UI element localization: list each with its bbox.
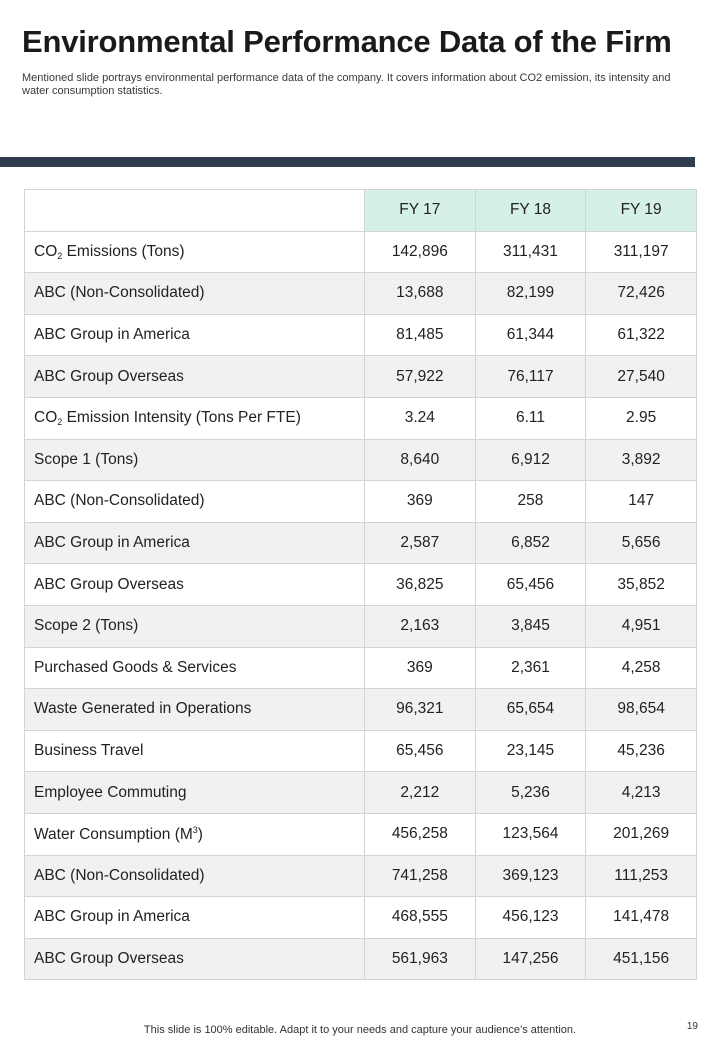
environmental-data-table (24, 189, 697, 980)
row-label-suffix: Emission Intensity (Tons Per FTE) (62, 409, 301, 427)
table-cell-value: 2,587 (365, 522, 476, 564)
row-label-text: CO (34, 242, 58, 260)
table-cell-value: 96,321 (365, 689, 476, 731)
table-row (25, 605, 697, 647)
table-row (25, 772, 697, 814)
table-cell-value: 258 (475, 481, 586, 523)
table-row (25, 481, 697, 523)
row-label-text: ABC (Non-Consolidated) (34, 866, 205, 884)
row-label-text: Employee Commuting (34, 783, 187, 801)
table-cell-value: 57,922 (365, 356, 476, 398)
table-cell-value: 81,485 (365, 314, 476, 356)
table-cell-value: 456,123 (475, 897, 586, 939)
table-row (25, 855, 697, 897)
row-label-text: ABC Group Overseas (34, 367, 184, 385)
row-label-text: Waste Generated in Operations (34, 700, 252, 718)
table-row (25, 397, 697, 439)
footer-note: This slide is 100% editable. Adapt it to your needs and capture your audience’s attention. (143, 1024, 577, 1036)
table-row (25, 647, 697, 689)
page-subtitle: Mentioned slide portrays environmental performance data of the company. It covers information about CO2 emission, its intensity and water consumption statistics. (22, 72, 671, 97)
table-cell-value: 65,456 (475, 564, 586, 606)
row-label-text: Business Travel (34, 742, 144, 760)
table-cell-value: 13,688 (365, 273, 476, 315)
table-cell-value: 76,117 (475, 356, 586, 398)
table-cell-value: 311,197 (586, 231, 697, 273)
page-title: Environmental Performance Data of the Firm (22, 24, 672, 59)
row-label-text: ABC Group Overseas (34, 949, 184, 967)
row-label-text: CO (34, 409, 58, 427)
row-label-text: ABC Group in America (34, 908, 190, 926)
table-cell-value: 561,963 (365, 938, 476, 980)
table-cell-value: 456,258 (365, 813, 476, 855)
table-row (25, 231, 697, 273)
table-row (25, 273, 697, 315)
table-cell-value: 6.11 (475, 397, 586, 439)
column-header-fy18: FY 18 (475, 190, 586, 232)
row-label-text: ABC Group in America (34, 326, 190, 344)
table-cell-value: 201,269 (586, 813, 697, 855)
table-cell-value: 3,845 (475, 605, 586, 647)
row-label (25, 689, 365, 731)
table-cell-value: 98,654 (586, 689, 697, 731)
row-label (25, 439, 365, 481)
row-label (25, 397, 365, 439)
row-label-text: ABC (Non-Consolidated) (34, 284, 205, 302)
table-cell-value: 5,236 (475, 772, 586, 814)
table-cell-value: 123,564 (475, 813, 586, 855)
table-cell-value: 61,344 (475, 314, 586, 356)
table-cell-value: 4,951 (586, 605, 697, 647)
table-corner-cell (25, 190, 365, 232)
table-cell-value: 61,322 (586, 314, 697, 356)
table-cell-value: 2,361 (475, 647, 586, 689)
table-cell-value: 147,256 (475, 938, 586, 980)
table-cell-value: 72,426 (586, 273, 697, 315)
table-cell-value: 4,258 (586, 647, 697, 689)
table-cell-value: 4,213 (586, 772, 697, 814)
row-label-text: ABC Group in America (34, 534, 190, 552)
row-label-text: ABC Group Overseas (34, 575, 184, 593)
row-label-text: Scope 1 (Tons) (34, 450, 139, 468)
table-cell-value: 2,163 (365, 605, 476, 647)
row-label (25, 231, 365, 273)
column-header-fy17: FY 17 (365, 190, 476, 232)
row-label (25, 564, 365, 606)
row-label-superscript: 3 (192, 824, 198, 835)
row-label (25, 813, 365, 855)
table-cell-value: 27,540 (586, 356, 697, 398)
row-label-subscript: 2 (57, 417, 63, 428)
table-cell-value: 451,156 (586, 938, 697, 980)
table-cell-value: 468,555 (365, 897, 476, 939)
table-cell-value: 3.24 (365, 397, 476, 439)
row-label (25, 356, 365, 398)
table-cell-value: 147 (586, 481, 697, 523)
table-cell-value: 65,654 (475, 689, 586, 731)
table-cell-value: 5,656 (586, 522, 697, 564)
table-cell-value: 8,640 (365, 439, 476, 481)
column-header-fy19: FY 19 (586, 190, 697, 232)
table-cell-value: 369,123 (475, 855, 586, 897)
table-row (25, 439, 697, 481)
table-cell-value: 35,852 (586, 564, 697, 606)
row-label (25, 647, 365, 689)
row-label-text: Scope 2 (Tons) (34, 617, 139, 635)
table-cell-value: 111,253 (586, 855, 697, 897)
table-cell-value: 141,478 (586, 897, 697, 939)
table-row (25, 522, 697, 564)
row-label (25, 273, 365, 315)
row-label (25, 605, 365, 647)
table-cell-value: 369 (365, 647, 476, 689)
row-label (25, 855, 365, 897)
row-label-suffix: ) (197, 825, 203, 843)
table-cell-value: 369 (365, 481, 476, 523)
row-label (25, 481, 365, 523)
table-cell-value: 82,199 (475, 273, 586, 315)
table-row (25, 730, 697, 772)
table-cell-value: 3,892 (586, 439, 697, 481)
table-cell-value: 23,145 (475, 730, 586, 772)
row-label-text: Water Consumption (M (34, 825, 193, 843)
table-cell-value: 65,456 (365, 730, 476, 772)
row-label (25, 772, 365, 814)
table-row (25, 564, 697, 606)
table-row (25, 314, 697, 356)
row-label-text: ABC (Non-Consolidated) (34, 492, 205, 510)
table-cell-value: 2,212 (365, 772, 476, 814)
table-row (25, 938, 697, 980)
row-label (25, 314, 365, 356)
row-label (25, 522, 365, 564)
table-cell-value: 6,912 (475, 439, 586, 481)
table-row (25, 813, 697, 855)
page-number: 19 (686, 1021, 698, 1032)
table-cell-value: 45,236 (586, 730, 697, 772)
header-divider-band (0, 157, 695, 167)
row-label-suffix: Emissions (Tons) (62, 242, 185, 260)
row-label (25, 730, 365, 772)
table-cell-value: 2.95 (586, 397, 697, 439)
row-label (25, 897, 365, 939)
table-row (25, 689, 697, 731)
table-cell-value: 36,825 (365, 564, 476, 606)
table-cell-value: 6,852 (475, 522, 586, 564)
table-header-row (25, 190, 697, 232)
row-label (25, 938, 365, 980)
table-cell-value: 741,258 (365, 855, 476, 897)
row-label-subscript: 2 (57, 250, 63, 261)
row-label-text: Purchased Goods & Services (34, 658, 237, 676)
table-cell-value: 142,896 (365, 231, 476, 273)
table-body (25, 231, 697, 980)
table-row (25, 897, 697, 939)
table-cell-value: 311,431 (475, 231, 586, 273)
table-row (25, 356, 697, 398)
